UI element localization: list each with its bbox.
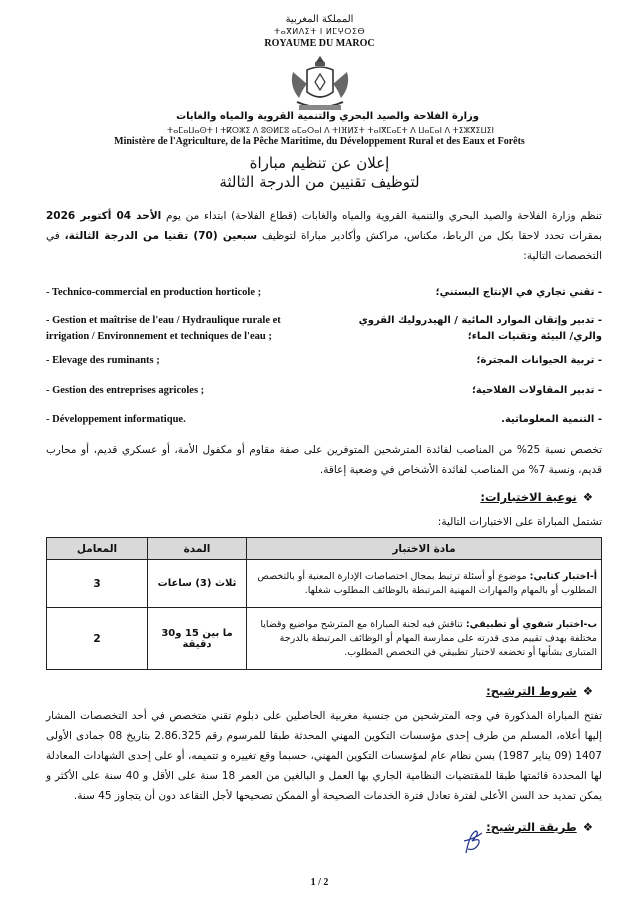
exam-coefficient: 3 — [47, 560, 148, 608]
kingdom-arabic: المملكة المغربية — [285, 14, 354, 25]
intro-text-1: تنظم وزارة الفلاحة والصيد البحري والتنمية القروية والمياه والغابات (قطاع الفلاحة) ابتداء من يوم — [166, 210, 602, 222]
conditions-heading — [486, 684, 593, 698]
specialty-french: - Elevage des ruminants ; — [46, 355, 160, 366]
royal-emblem-icon — [285, 52, 355, 114]
specialty-french: - Gestion des entreprises agricoles ; — [46, 385, 205, 396]
exams-intro: تشتمل المباراة على الاختبارات التالية: — [437, 516, 602, 528]
specialty-french: - Technico-commercial en production horticole ; — [46, 287, 262, 298]
table-header-row — [47, 538, 602, 560]
intro-paragraph — [46, 206, 602, 266]
method-heading-label: طريقة الترشيح: — [486, 820, 577, 834]
specialty-french: - Développement informatique. — [46, 414, 186, 425]
exams-heading-label: نوعية الاختبارات: — [480, 490, 577, 504]
intro-count: سبعين (70) تقنيا من الدرجة الثالثة، — [64, 230, 258, 242]
kingdom-french: ROYAUME DU MAROC — [264, 38, 375, 49]
diamond-bullet-icon: ❖ — [582, 820, 593, 834]
conditions-heading-label: شروط الترشيح: — [486, 684, 577, 698]
exam-duration: ثلاث (3) ساعات — [148, 560, 247, 608]
exams-heading — [480, 490, 593, 504]
table-row — [47, 608, 602, 670]
ministry-french: Ministère de l'Agriculture, de la Pêche Maritime, du Développement Rural et des Eaux et Forêts — [114, 136, 525, 147]
announcement-title: إعلان عن تنظيم مباراة — [249, 154, 390, 172]
specialty-french: - Gestion et maîtrise de l'eau / Hydraulique rurale et irrigation / Environnement et techniques de l'eau ; — [46, 315, 281, 342]
page-number: 1 / 2 — [310, 877, 329, 888]
col-subject: مادة الاختبار — [247, 538, 602, 560]
conditions-paragraph: تفتح المباراة المذكورة في وجه المترشحين من جنسية مغربية الحاصلين على دبلوم تقني متخصص في أحد التخصصات المشار إليها أعلاه، المسلم من طرف إحدى مؤسسات التكوين المهني المحدثة طبقا للمرسوم رقم 2.86.325 بتاريخ 08 جمادى الأولى 1407 (09 يناير 1987) بسن نظام عام لمؤسسات التكوين المهني، حسبما وقع تغييره و تتميمه، أو على إحدى الشهادات المعادلة لها المحددة قائمتها طبقا للمقتضيات النظامية الجاري بها العمل و البالغين من العمر 18 سنة على الأقل و 40 سنة على الأكثر و يمكن تمديد حد السن الأعلى لفترة تعادل فترة الخدمات الصحيحة أو الممكن تصحيحها لأجل التقاعد دون أن يتجاوز 45 سنة. — [46, 710, 602, 802]
specialty-arabic: - تدبير وإتقان الموارد المائية / الهيدروليك القروي والري/ البيئة وتقنيات الماء؛ — [358, 315, 602, 342]
exam-type: ب-اختبار شفوي أو تطبيقي: — [465, 618, 597, 630]
announcement-subtitle: لتوظيف تقنيين من الدرجة الثالثة — [219, 173, 420, 191]
specialty-arabic: - تدبير المقاولات الفلاحية؛ — [471, 385, 602, 396]
exam-subject-cell — [247, 608, 602, 670]
ministry-arabic: وزارة الفلاحة والصيد البحري والتنمية القروية والمياه والغابات — [176, 111, 479, 122]
intro-text-2: بمقرات تحدد لاحقا بكل من الرباط، مكناس، مراكش وأكادير مباراة لتوظيف — [261, 230, 602, 242]
signature-icon — [460, 825, 486, 857]
exam-description: موضوع أو أسئلة ترتبط بمجال اختصاصات الإدارة المعنية أو بالتخصص المطلوب أو بالمهام والمهارات المهنية المرتبطة بالوظائف المطلوب شغلها. — [257, 570, 597, 596]
table-row — [47, 560, 602, 608]
exam-subject-cell — [247, 560, 602, 608]
exam-coefficient: 2 — [47, 608, 148, 670]
col-duration: المدة — [148, 538, 247, 560]
ministry-tifinagh: ⵜⴰⵎⴰⵡⴰⵙⵜ ⵏ ⵜⴽⵔⵣⵉ ⴷ ⵓⵙⵍⵎⵓ ⴰⵎⴰⵔⴰⵏ ⴷ ⵜⵏⴼⵍⵉⵜ ⵜⴰⵏⴳⵎⴰⵎⵜ ⴷ ⵡⴰⵎⴰⵏ ⴷ ⵜⵉⵣⴳⵉⵡⵉⵏ — [166, 126, 494, 135]
diamond-bullet-icon: ❖ — [582, 684, 593, 698]
intro-date: الأحد 04 أكتوبر 2026 — [46, 210, 162, 222]
quota-paragraph: تخصص نسبة 25% من المناصب لفائدة المترشحين المتوفرين على صفة مقاوم أو مكفول الأمة، أو عسكري قديم، أو محارب قديم، ونسبة 7% من المناصب لفائدة الأشخاص في وضعية إعاقة. — [46, 444, 603, 476]
method-heading — [486, 820, 593, 834]
specialty-arabic: - تقني تجاري في الإنتاج البستني؛ — [435, 287, 602, 298]
specialty-item — [46, 313, 602, 351]
intro-text-3: في التخصصات التالية: — [46, 230, 602, 262]
exam-type: أ-اختبار كتابي: — [529, 570, 597, 582]
exam-description: تناقش فيه لجنة المباراة مع المترشح مواضيع وقضايا مختلفة بهدف تقييم مدى قدرته على ممارسة المهام أو الوظائف المرتبطة بالدرجة المتبارى بشأنها أو تخضعه لاختبار تطبيقي في التخصص المطلوب. — [260, 618, 597, 658]
specialty-arabic: - التنمية المعلوماتية. — [501, 414, 602, 425]
col-coefficient: المعامل — [47, 538, 148, 560]
specialty-arabic: - تربية الحيوانات المجترة؛ — [476, 355, 602, 366]
exam-duration: ما بين 15 و30 دقيقة — [148, 608, 247, 670]
diamond-bullet-icon: ❖ — [582, 490, 593, 504]
exams-table — [46, 537, 602, 670]
kingdom-tifinagh: ⵜⴰⴳⵍⴷⵉⵜ ⵏ ⵍⵎⵖⵔⵉⴱ — [273, 27, 366, 36]
